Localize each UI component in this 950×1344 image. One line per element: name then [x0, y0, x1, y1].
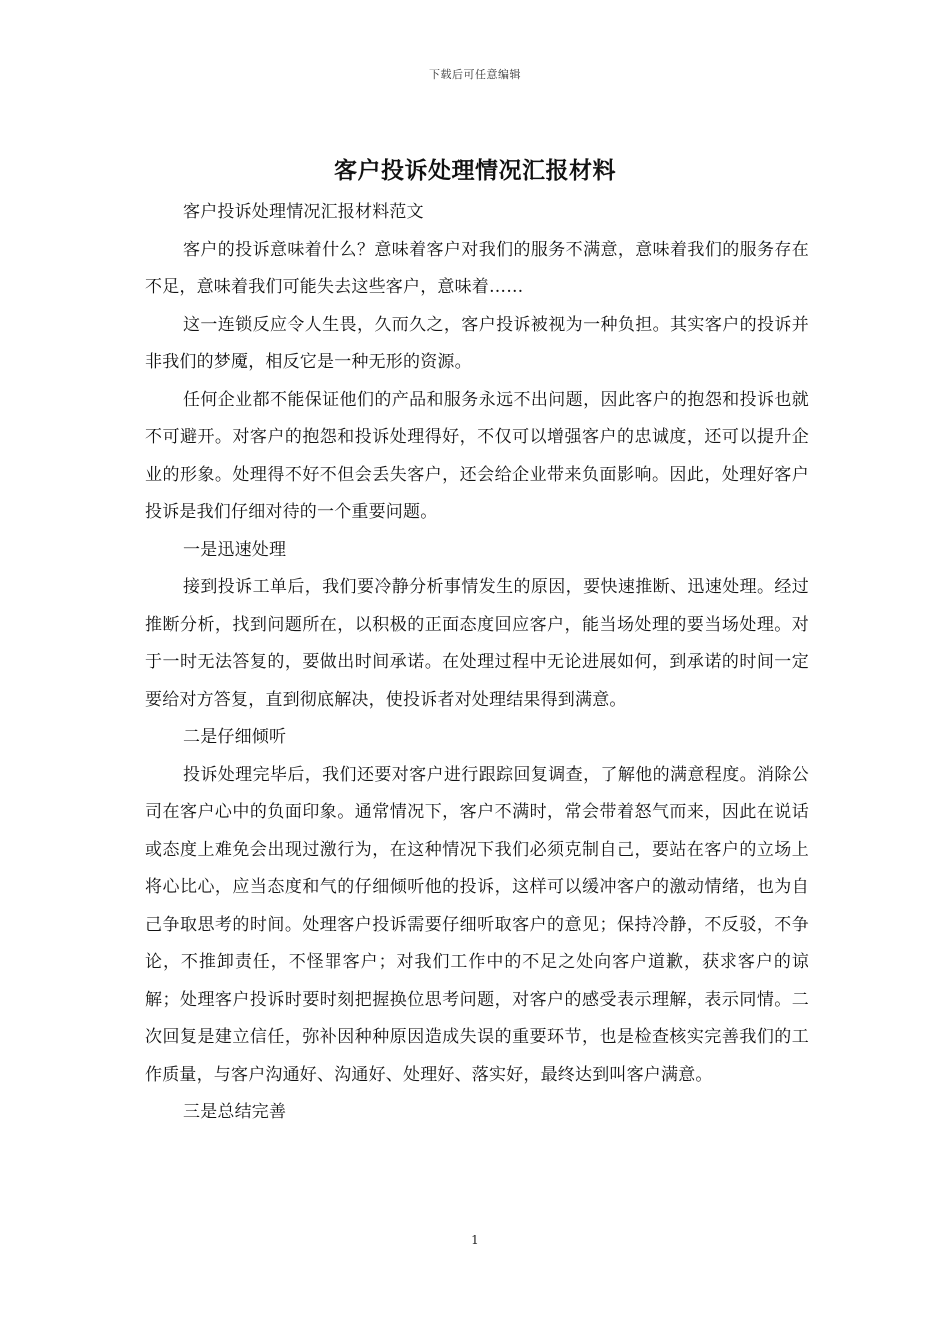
- section-heading: 一是迅速处理: [183, 539, 287, 560]
- document-body: [145, 194, 809, 1132]
- body-paragraph: 这一连锁反应令人生畏，久而久之，客户投诉被视为一种负担。其实客户的投诉并非我们的梦魇，相反它是一种无形的资源。: [145, 314, 809, 372]
- body-paragraph: 接到投诉工单后，我们要冷静分析事情发生的原因，要快速推断、迅速处理。经过推断分析，找到问题所在，以积极的正面态度回应客户，能当场处理的要当场处理。对于一时无法答复的，要做出时间承诺。在处理过程中无论进展如何，到承诺的时间一定要给对方答复，直到彻底解决，使投诉者对处理结果得到满意。: [145, 577, 809, 710]
- body-paragraph: 任何企业都不能保证他们的产品和服务永远不出问题，因此客户的抱怨和投诉也就不可避开。对客户的抱怨和投诉处理得好，不仅可以增强客户的忠诚度，还可以提升企业的形象。处理得不好不但会丢失客户，还会给企业带来负面影响。因此，处理好客户投诉是我们仔细对待的一个重要问题。: [145, 389, 809, 522]
- subtitle-paragraph: 客户投诉处理情况汇报材料范文: [183, 202, 424, 222]
- section-heading: 二是仔细倾听: [183, 727, 287, 747]
- header-note: 下载后可任意编辑: [429, 68, 521, 81]
- section-heading: 三是总结完善: [183, 1102, 287, 1122]
- document-title: 客户投诉处理情况汇报材料: [334, 157, 616, 184]
- page-number: 1: [471, 1233, 479, 1247]
- body-paragraph: 投诉处理完毕后，我们还要对客户进行跟踪回复调查，了解他的满意程度。消除公司在客户心中的负面印象。通常情况下，客户不满时，常会带着怒气而来，因此在说话或态度上难免会出现过激行为，在这种情况下我们必须克制自己，要站在客户的立场上将心比心，应当态度和气的仔细倾听他的投诉，这样可以缓冲客户的激动情绪，也为自己争取思考的时间。处理客户投诉需要仔细听取客户的意见；保持冷静，不反驳，不争论，不推卸责任，不怪罪客户；对我们工作中的不足之处向客户道歉，获求客户的谅解；处理客户投诉时要时刻把握换位思考问题，对客户的感受表示理解，表示同情。二次回复是建立信任，弥补因种种原因造成失误的重要环节，也是检查核实完善我们的工作质量，与客户沟通好、沟通好、处理好、落实好，最终达到叫客户满意。: [145, 764, 809, 1085]
- body-paragraph: 客户的投诉意味着什么？意味着客户对我们的服务不满意，意味着我们的服务存在不足，意味着我们可能失去这些客户，意味着……: [145, 239, 809, 297]
